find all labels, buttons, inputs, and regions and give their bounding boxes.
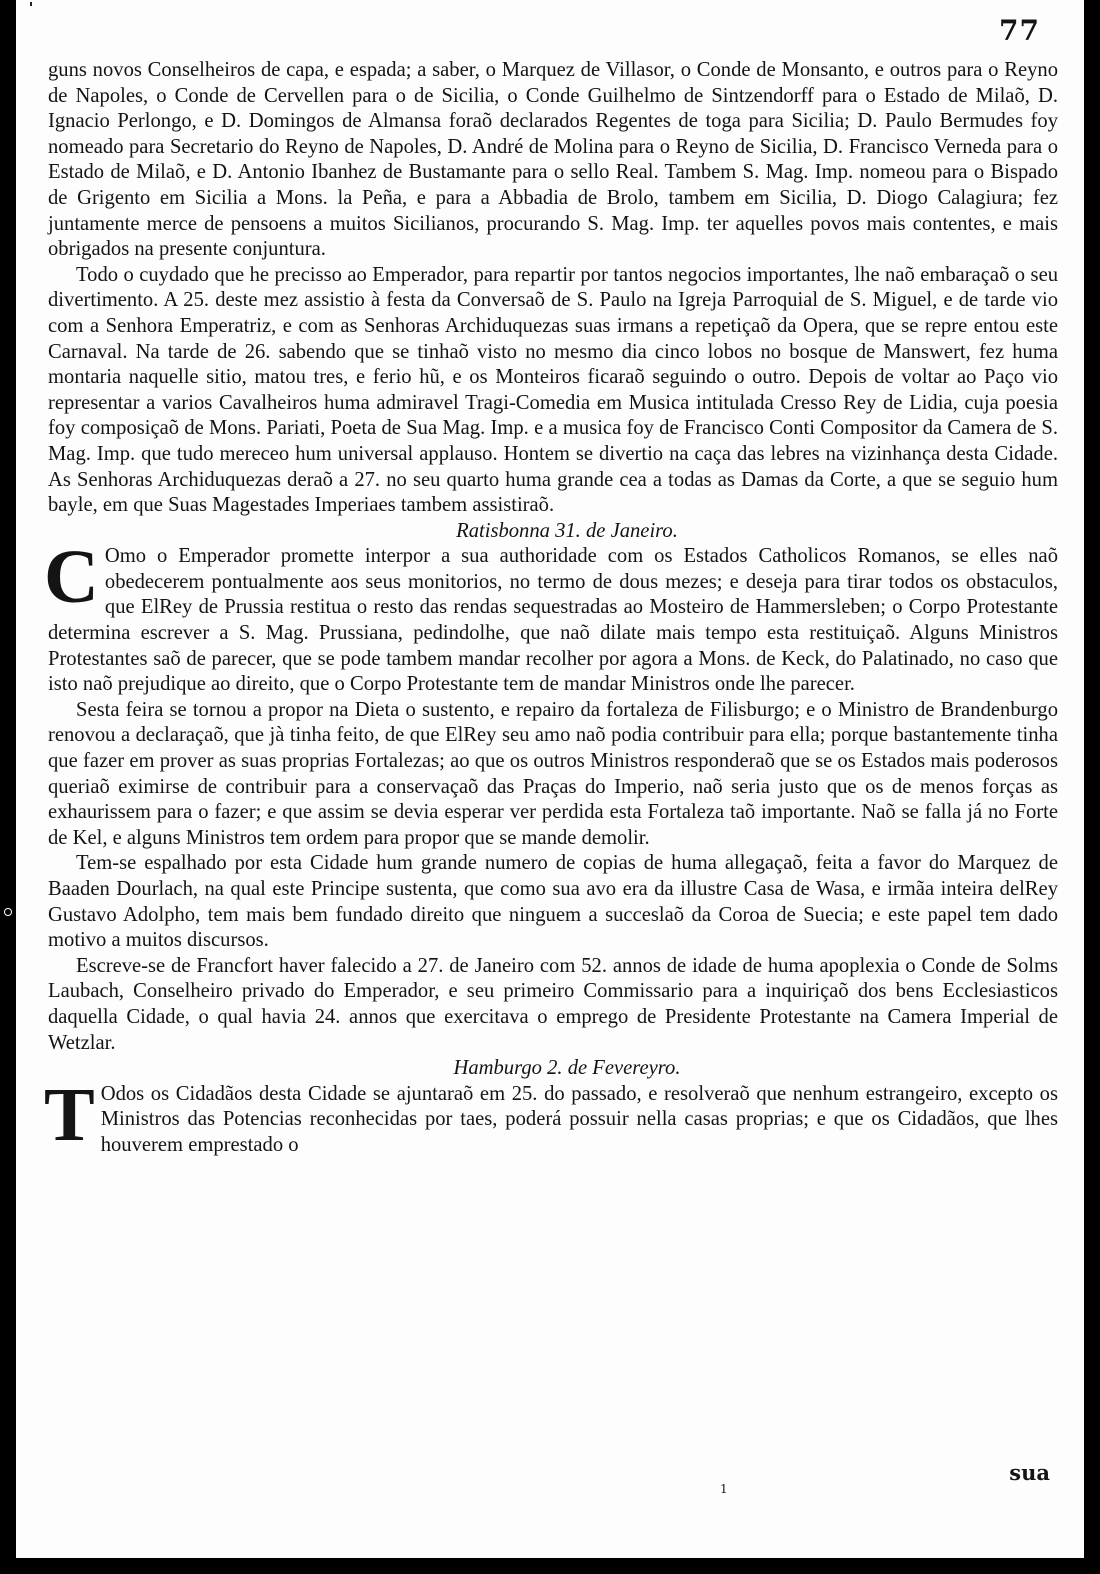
paragraph-emperor-activities: Todo o cuydado que he precisso ao Emperador, para repartir por tantos negocios importantes, lhe naõ embaraçaõ o seu divertimento. A 25. deste mez assistio à festa da Conversaõ de S. Paulo na Igreja Parroquial de S. Miguel, e de tarde vio com a Senhora Emperatriz, e com as Senhoras Archiduquezas suas irmans a repetiçaõ da Opera, que se repre entou este Carnaval. Na tarde de 26. sabendo que se tinhaõ visto no mesmo dia cinco lobos no bosque de Manswert, fez huma montaria naquelle sitio, matou tres, e ferio hũ, e os Monteiros ficaraõ seguindo o outro. Depois de voltar ao Paço vio representar a varios Cavalheiros huma admiravel Tragi-Comedia em Musica intitulada Cresso Rey de Lidia, cuja poesia foy composiçaõ de Mons. Pariati, Poeta de Sua Mag. Imp. e a musica foy de Francisco Conti Compositor da Camera de S. Mag. Imp. que tudo mereceo hum universal applauso. Hontem se divertio na caça das lebres na vizinhança desta Cidade. As Senhoras Archiduquezas deraõ a 27. no seu quarto huma grande cea a todas as Damas da Corte, a que se seguio hum bayle, em que Suas Magestades Imperiaes tambem assistiraõ. <box>48 263 1058 517</box>
dateline-hamburgo: Hamburgo 2. de Fevereyro. <box>453 1057 681 1080</box>
paragraph-text: Omo o Emperador promette interpor a sua authoridade com os Estados Catholicos Romanos, se elles naõ obedecerem pontualmente aos seus monitorios, no termo de dous mezes; e deseja para tirar todos os obstaculos, que ElRey de Prussia restitua o resto das rendas sequestradas ao Mosteiro de Hammersleben; o Corpo Protestante determina escrever a S. Mag. Prussiana, pedindolhe, que naõ dilate mais tempo esta restituiçaõ. Alguns Ministros Protestantes saõ de parecer, que se pode tambem mandar recolher por agora a Mons. de Keck, do Palatinado, no caso que isto naõ prejudique ao direito, que o Corpo Protestante tem de mandar Ministros onde lhe parecer. <box>48 545 1058 696</box>
binding-hole <box>4 908 12 916</box>
paragraph-ratisbonna-4: Escreve-se de Francfort haver falecido a 27. de Janeiro com 52. annos de idade de huma apoplexia o Conde de Solms Laubach, Conselheiro privado do Emperador, e seu primeiro Commissario para a inquiriçaõ dos bens Ecclesiasticos daquella Cidade, o qual havia 24. annos que exercitava o emprego de Presidente Protestante na Camera Imperial de Wetzlar. <box>48 954 1058 1054</box>
paragraph-continuation: guns novos Conselheiros de capa, e espada; a saber, o Marquez de Villasor, o Conde de Monsanto, e outros para o Reyno de Napoles, o Conde de Cervellen para o de Sicilia, o Conde Guilhelmo de Sintzendorff para o Estado de Milaõ, D. Ignacio Perlongo, e D. Domingos de Almansa foraõ declarados Regentes de toga para Sicilia; D. Paulo Bermudes foy nomeado para Secretario do Reyno de Napoles, D. André de Molina para o Reyno de Sicilia, D. Francisco Verneda para o Estado de Milaõ, e D. Antonio Ibanhez de Bustamante para o sello Real. Tambem S. Mag. Imp. nomeou para o Bispado de Grigento em Sicilia a Mons. la Peña, e para a Abbadia de Brolo, tambem em Sicilia, D. Diogo Calagiura; fez juntamente merce de pensoens a muitos Sicilianos, procurando S. Mag. Imp. ter aquelles povos mais contentes, e mais obrigados na presente conjuntura. <box>48 59 1058 261</box>
page-number: 77 <box>999 14 1040 47</box>
paragraph-text: Odos os Cidadãos desta Cidade se ajuntaraõ em 25. do passado, e resolveraõ que nenhum estrangeiro, excepto os Ministros das Potencias reconhecidas por taes, poderá possuir nella casas proprias; e que os Cidadãos, que lhes houverem emprestado o <box>100 1082 1058 1156</box>
print-mark <box>30 2 32 6</box>
footer-mark: 1 <box>720 1482 728 1496</box>
paragraph-hamburgo-1 <box>44 1072 1058 1159</box>
paragraph-ratisbonna-3: Tem-se espalhado por esta Cidade hum grande numero de copias de huma allegaçaõ, feita a favor do Marquez de Baaden Dourlach, na qual este Principe sustenta, que como sua avo era da illustre Casa de Wasa, e irmãa inteira delRey Gustavo Adolpho, tem mais bem fundado direito que ninguem a succeslaõ da Coroa de Suecia; e este papel tem dado motivo a muitos discursos. <box>48 852 1058 952</box>
paragraph-ratisbonna-2: Sesta feira se tornou a propor na Dieta o sustento, e repairo da fortaleza de Filisburgo; e o Ministro de Brandenburgo renovou a declaraçaõ, que jà tinha feito, de que ElRey seu amo naõ podia contribuir para ella; porque bastantemente tinha que fazer em prover as suas proprias Fortalezas; ao que os outros Ministros responderaõ que se os Estados mais poderosos queriaõ eximirse de contribuir para a conservaçaõ das Praças do Imperio, naõ seria justo que os de menos forças as exhaurissem para o fazer; e que assim se devia esperar ver perdida esta Fortaleza taõ importante. Naõ se falla já no Forte de Kel, e alguns Ministros tem ordem para propor que se mande demolir. <box>48 698 1058 849</box>
newspaper-page <box>16 0 1084 1558</box>
article-body <box>44 58 1058 1159</box>
catchword: sua <box>1009 1460 1050 1485</box>
paragraph-ratisbonna-1 <box>44 535 1058 698</box>
dateline-ratisbonna: Ratisbonna 31. de Janeiro. <box>456 519 678 542</box>
dropcap-t: T <box>44 1072 95 1157</box>
dropcap-c: C <box>44 535 99 620</box>
